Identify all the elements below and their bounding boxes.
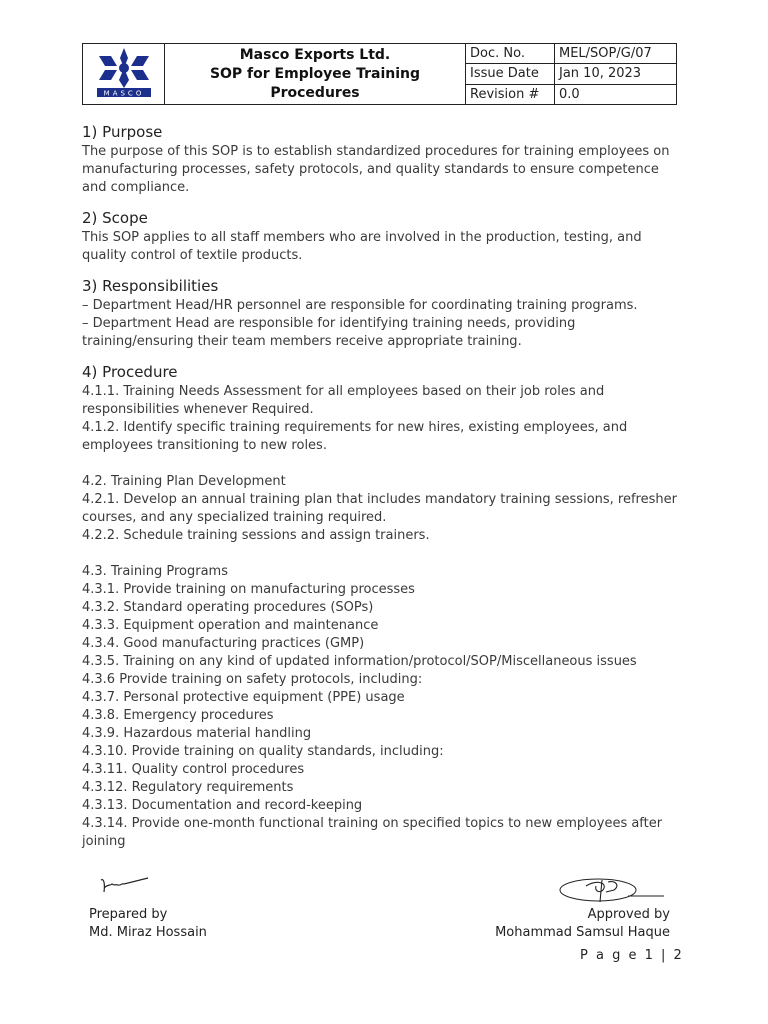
procedure-item: 4.3.13. Documentation and record-keeping — [82, 798, 363, 813]
company-name: Masco Exports Ltd. — [239, 46, 391, 63]
procedure-item: 4.3.7. Personal protective equipment (PPE) usage — [82, 690, 405, 705]
logo-text: MASCO — [103, 89, 144, 98]
prepared-signature — [96, 874, 156, 900]
procedure-item: 4.3.1. Provide training on manufacturing processes — [82, 582, 415, 597]
prepared-by-block — [89, 906, 207, 942]
logo-cell — [83, 44, 165, 105]
purpose-text: The purpose of this SOP is to establish standardized procedures for training employees on manufacturing processes, safety protocols, and quality standards to ensure competence and compliance. — [82, 144, 670, 195]
document-title: SOP for Employee Training Procedures — [209, 65, 421, 101]
scope-text: This SOP applies to all staff members who are involved in the production, testing, and quality control of textile products. — [82, 230, 642, 263]
procedure-item: 4.3.14. Provide one-month functional training on specified topics to new employees after joining — [82, 816, 663, 849]
procedure-item: 4.3.9. Hazardous material handling — [82, 726, 312, 741]
scope-section — [82, 207, 682, 265]
revision-value: 0.0 — [555, 84, 677, 104]
header-table — [82, 43, 677, 105]
prepared-by-label: Prepared by — [89, 907, 168, 922]
procedure-item: 4.3.3. Equipment operation and maintenance — [82, 618, 379, 633]
procedure-item: 4.3.2. Standard operating procedures (SOPs) — [82, 600, 374, 615]
page-number: P a g e 1 | 2 — [580, 948, 684, 963]
procedure-item: 4.3.4. Good manufacturing practices (GMP) — [82, 636, 365, 651]
issue-date-value: Jan 10, 2023 — [555, 64, 677, 84]
responsibility-line: – Department Head/HR personnel are responsible for coordinating training programs. — [82, 298, 638, 313]
doc-no-label: Doc. No. — [466, 44, 555, 64]
approved-by-block — [495, 906, 670, 942]
procedure-item: 4.1.2. Identify specific training requirements for new hires, existing employees, and employees transitioning to new roles. — [82, 420, 628, 453]
approved-signature — [556, 874, 666, 906]
issue-date-label: Issue Date — [466, 64, 555, 84]
approved-by-name: Mohammad Samsul Haque — [495, 925, 670, 940]
revision-label: Revision # — [466, 84, 555, 104]
purpose-section — [82, 121, 682, 197]
responsibilities-section — [82, 275, 682, 351]
procedure-item: 4.3.5. Training on any kind of updated information/protocol/SOP/Miscellaneous issues — [82, 654, 637, 669]
approved-by-label: Approved by — [587, 907, 670, 922]
masco-logo — [95, 46, 153, 98]
procedure-item: 4.3.11. Quality control procedures — [82, 762, 305, 777]
procedure-item: 4.3.6 Provide training on safety protocols, including: — [82, 672, 423, 687]
scope-heading: 2) Scope — [82, 209, 148, 227]
responsibility-line: – Department Head are responsible for identifying training needs, providing training/ensuring their team members receive appropriate training. — [82, 316, 576, 349]
procedure-item: 4.1.1. Training Needs Assessment for all employees based on their job roles and responsibilities whenever Required. — [82, 384, 605, 417]
procedure-item: 4.2.1. Develop an annual training plan that includes mandatory training sessions, refresher courses, and any specialized training required. — [82, 492, 677, 525]
document-body — [82, 121, 682, 861]
responsibilities-heading: 3) Responsibilities — [82, 277, 219, 295]
procedure-item: 4.2.2. Schedule training sessions and assign trainers. — [82, 528, 430, 543]
procedure-item: 4.3.8. Emergency procedures — [82, 708, 274, 723]
procedure-item: 4.3. Training Programs — [82, 564, 228, 579]
procedure-section — [82, 361, 682, 851]
doc-no-value: MEL/SOP/G/07 — [555, 44, 677, 64]
purpose-heading: 1) Purpose — [82, 123, 163, 141]
procedure-item: 4.2. Training Plan Development — [82, 474, 286, 489]
title-cell — [165, 44, 466, 105]
procedure-item: 4.3.10. Provide training on quality standards, including: — [82, 744, 444, 759]
procedure-heading: 4) Procedure — [82, 363, 178, 381]
prepared-by-name: Md. Miraz Hossain — [89, 925, 207, 940]
procedure-item: 4.3.12. Regulatory requirements — [82, 780, 294, 795]
